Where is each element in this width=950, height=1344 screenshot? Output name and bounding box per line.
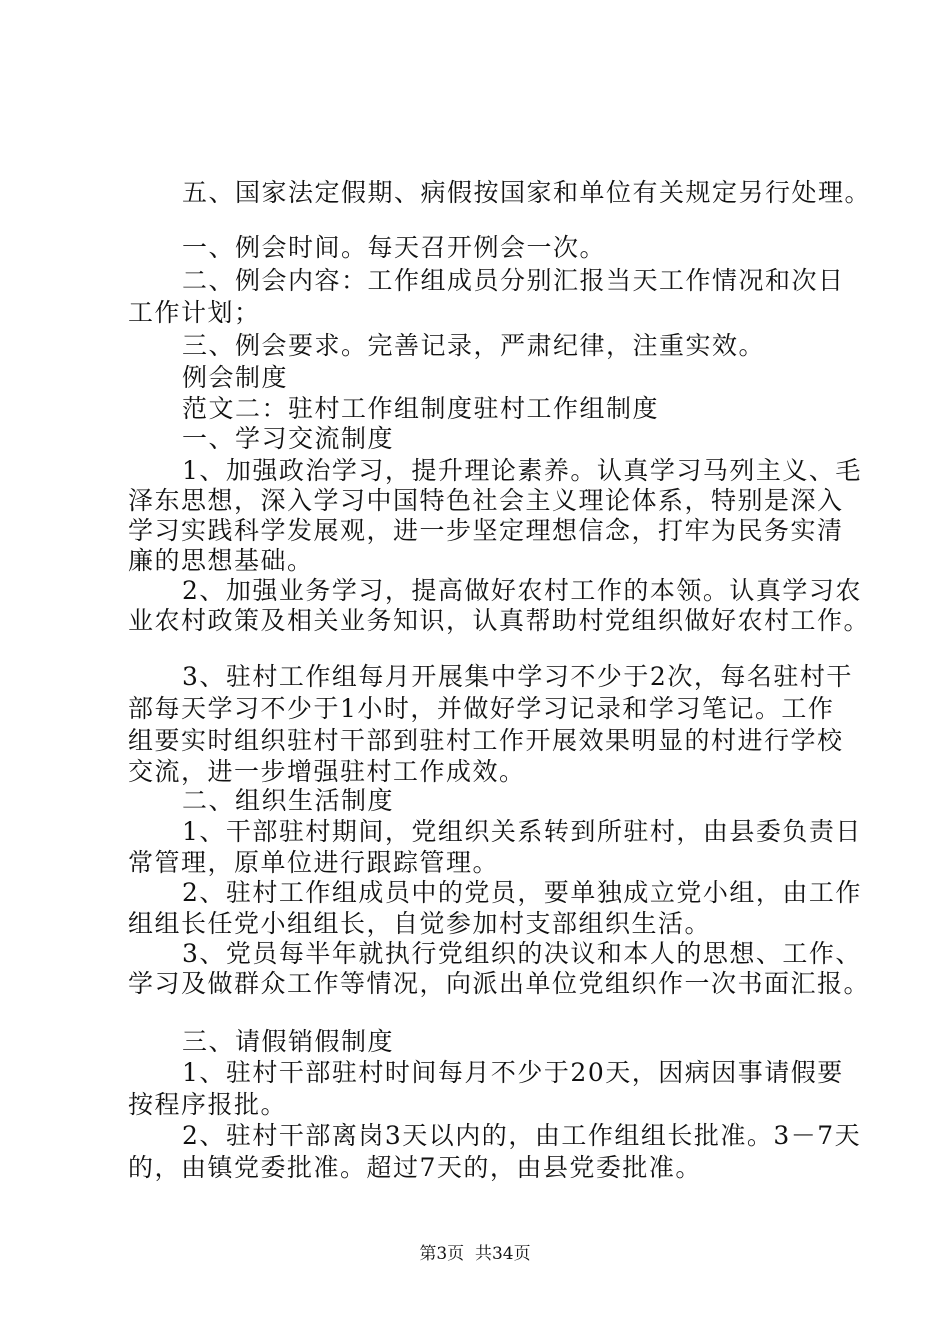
text-line: 3、驻村工作组每月开展集中学习不少于2次，每名驻村干 bbox=[182, 662, 853, 691]
text-line: 学习实践科学发展观，进一步坚定理想信念，打牢为民务实清 bbox=[128, 516, 844, 545]
text-line: 2、加强业务学习，提高做好农村工作的本领。认真学习农 bbox=[182, 576, 862, 605]
text-line: 3、党员每半年就执行党组织的决议和本人的思想、工作、 bbox=[182, 939, 862, 968]
text-line: 学习及做群众工作等情况，向派出单位党组织作一次书面汇报。 bbox=[128, 969, 871, 998]
text-line: 二、例会内容：工作组成员分别汇报当天工作情况和次日 bbox=[182, 266, 845, 295]
text-line: 范文二：驻村工作组制度驻村工作组制度 bbox=[182, 394, 660, 423]
text-line: 按程序报批。 bbox=[128, 1090, 288, 1119]
text-line: 工作计划； bbox=[128, 298, 261, 327]
text-line: 2、驻村工作组成员中的党员，要单独成立党小组，由工作 bbox=[182, 878, 862, 907]
text-line: 1、加强政治学习，提升理论素养。认真学习马列主义、毛 bbox=[182, 456, 862, 485]
text-line: 一、例会时间。每天召开例会一次。 bbox=[182, 233, 607, 262]
text-line: 1、干部驻村期间，党组织关系转到所驻村，由县委负责日 bbox=[182, 817, 862, 846]
text-line: 组要实时组织驻村干部到驻村工作开展效果明显的村进行学校 bbox=[128, 726, 844, 755]
text-line: 五、国家法定假期、病假按国家和单位有关规定另行处理。 bbox=[182, 178, 872, 207]
text-line: 廉的思想基础。 bbox=[128, 546, 314, 575]
text-line: 交流，进一步增强驻村工作成效。 bbox=[128, 757, 526, 786]
text-line: 三、例会要求。完善记录，严肃纪律，注重实效。 bbox=[182, 331, 766, 360]
text-line: 1、驻村干部驻村时间每月不少于20天，因病因事请假要 bbox=[182, 1058, 844, 1087]
text-line: 业农村政策及相关业务知识，认真帮助村党组织做好农村工作。 bbox=[128, 606, 871, 635]
text-line: 常管理，原单位进行跟踪管理。 bbox=[128, 848, 500, 877]
text-line: 的，由镇党委批准。超过7天的，由县党委批准。 bbox=[128, 1153, 702, 1182]
text-line: 组组长任党小组组长，自觉参加村支部组织生活。 bbox=[128, 909, 712, 938]
text-line: 例会制度 bbox=[182, 363, 289, 392]
section-heading: 一、学习交流制度 bbox=[182, 424, 395, 453]
text-line: 泽东思想，深入学习中国特色社会主义理论体系，特别是深入 bbox=[128, 486, 844, 515]
text-line: 部每天学习不少于1小时，并做好学习记录和学习笔记。工作 bbox=[128, 694, 835, 723]
page-number: 第3页 共34页 bbox=[419, 1244, 531, 1264]
text-line: 2、驻村干部离岗3天以内的，由工作组组长批准。3－7天 bbox=[182, 1121, 862, 1150]
section-heading: 三、请假销假制度 bbox=[182, 1027, 395, 1056]
section-heading: 二、组织生活制度 bbox=[182, 786, 395, 815]
